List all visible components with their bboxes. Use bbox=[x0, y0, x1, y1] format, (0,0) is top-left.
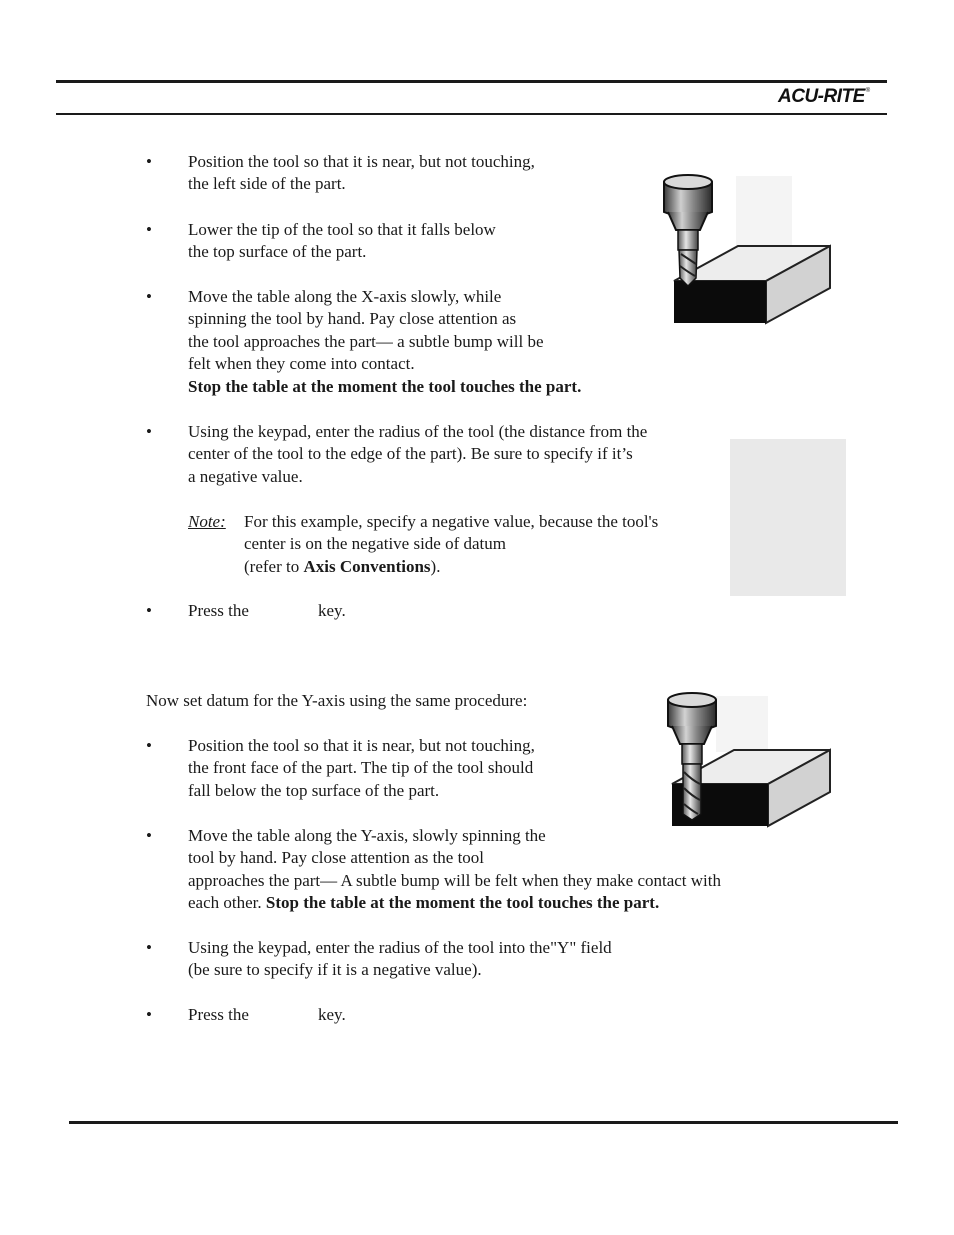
stop-warning-y: Stop the table at the moment the tool touches the part. bbox=[265, 893, 660, 913]
step-enter-radius: Using the keypad, enter the radius of the tool (the distance from the center of the tool to the edge of the part). Be sure to specify if it’s a negative value. bbox=[188, 422, 648, 486]
step-enter-radius-y: Using the keypad, enter the radius of the tool into the"Y" field (be sure to specify if it is a negative value). bbox=[188, 938, 612, 980]
step-position-front: Position the tool so that it is near, but not touching, the front face of the part. The tip of the tool should fall below the top surface of the part. bbox=[188, 736, 535, 800]
bullet: • bbox=[146, 152, 152, 171]
press-key-suffix-y: key. bbox=[318, 1005, 346, 1024]
stop-warning: Stop the table at the moment the tool touches the part. bbox=[188, 376, 582, 396]
press-key-step: Press the bbox=[188, 601, 249, 620]
y-axis-intro: Now set datum for the Y-axis using the same procedure: bbox=[146, 691, 528, 710]
axis-conventions-ref: Axis Conventions bbox=[303, 556, 431, 576]
header-bottom-rule bbox=[56, 113, 887, 115]
step-position-tool: Position the tool so that it is near, but not touching, the left side of the part. bbox=[188, 152, 535, 194]
step-move-table-y: Move the table along the Y-axis, slowly spinning the tool by hand. Pay close attention as the tool approaches the part— A subtle bump will be felt when they make contact with each other. Stop the table at the moment the tool touches the part. bbox=[188, 826, 721, 913]
bullet: • bbox=[146, 422, 152, 441]
brand-logo: ACU-RITE® bbox=[778, 86, 870, 107]
header-top-rule bbox=[56, 80, 887, 83]
tool-x-axis-figure bbox=[658, 168, 834, 328]
bullet: • bbox=[146, 1005, 152, 1024]
bullet: • bbox=[146, 220, 152, 239]
bullet: • bbox=[146, 601, 152, 620]
margin-shade-box bbox=[730, 439, 846, 596]
bullet: • bbox=[146, 938, 152, 957]
tool-y-axis-figure bbox=[658, 688, 836, 830]
press-key-step-y: Press the bbox=[188, 1005, 249, 1024]
step-lower-tip: Lower the tip of the tool so that it falls below the top surface of the part. bbox=[188, 220, 496, 262]
footer-rule bbox=[69, 1121, 898, 1124]
note-text: For this example, specify a negative value, because the tool's center is on the negative side of datum (refer to Axis Conventions). bbox=[244, 512, 659, 576]
bullet: • bbox=[146, 736, 152, 755]
bullet: • bbox=[146, 287, 152, 306]
press-key-suffix: key. bbox=[318, 601, 346, 620]
bullet: • bbox=[146, 826, 152, 845]
step-move-table-x: Move the table along the X-axis slowly, while spinning the tool by hand. Pay close attention as the tool approaches the part— a subtle bump will be felt when they come into contact. Stop the table at the moment the tool touches the part. bbox=[188, 286, 581, 398]
note-label: Note: bbox=[188, 512, 226, 531]
